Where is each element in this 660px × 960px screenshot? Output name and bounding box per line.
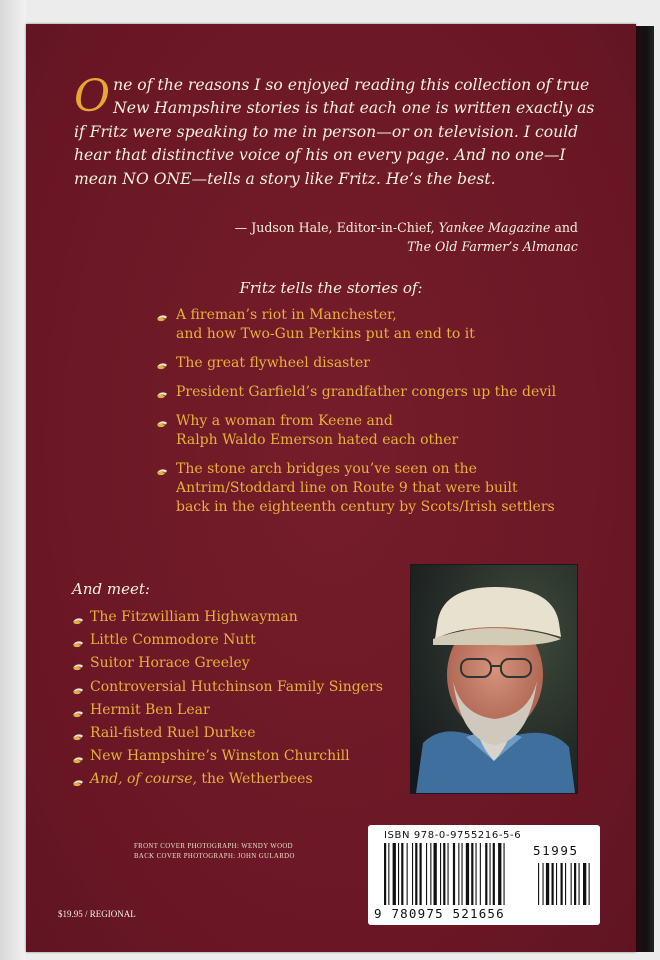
character-name: Suitor Horace Greeley bbox=[90, 655, 250, 672]
story-line: A fireman’s riot in Manchester, bbox=[176, 307, 397, 323]
attribution-suffix: and bbox=[550, 220, 578, 235]
barcode-label bbox=[368, 825, 600, 925]
ean-number: 9 780975 521656 bbox=[374, 906, 505, 921]
story-line: Ralph Waldo Emerson hated each other bbox=[176, 432, 459, 448]
price-barcode-bar bbox=[574, 863, 576, 905]
meet-heading: And meet: bbox=[72, 580, 150, 598]
book-edge bbox=[634, 26, 654, 952]
magazine-name: Yankee Magazine bbox=[438, 220, 551, 235]
character-name: Rail-fisted Ruel Durkee bbox=[90, 724, 256, 741]
character-item bbox=[72, 701, 412, 724]
barcode-bar bbox=[493, 843, 495, 905]
isbn-number: ISBN 978-0-9755216-5-6 bbox=[384, 830, 522, 841]
character-item bbox=[72, 608, 412, 631]
barcode-bar bbox=[393, 843, 396, 905]
and-of-course: And, of course, bbox=[90, 771, 197, 788]
story-line: The stone arch bridges you’ve seen on the bbox=[176, 461, 477, 477]
story-line: and how Two-Gun Perkins put an end to it bbox=[176, 326, 475, 342]
barcode-bar bbox=[412, 843, 413, 905]
book-spine-shadow bbox=[0, 0, 26, 960]
story-line: back in the eighteenth century by Scots/Irish settlers bbox=[176, 499, 555, 515]
attribution-prefix: — Judson Hale, Editor-in-Chief, bbox=[234, 220, 439, 235]
barcode-bar bbox=[466, 843, 469, 905]
price-barcode-bar bbox=[565, 863, 566, 905]
story-line: President Garfield’s grandfather congers up the devil bbox=[176, 384, 557, 400]
barcode-bar bbox=[415, 843, 417, 905]
barcode-bar bbox=[504, 843, 505, 905]
story-item bbox=[156, 383, 596, 402]
bullet-arrow-icon bbox=[156, 416, 168, 426]
barcode-bar bbox=[440, 843, 441, 905]
character-name: Hermit Ben Lear bbox=[90, 701, 210, 718]
character-name: Controversial Hutchinson Family Singers bbox=[90, 678, 383, 695]
price-barcode-bar bbox=[556, 863, 557, 905]
barcode-bar bbox=[448, 843, 449, 905]
price-category: $19.95 / REGIONAL bbox=[58, 909, 136, 919]
bullet-arrow-icon bbox=[156, 387, 168, 397]
back-cover bbox=[26, 24, 636, 952]
character-name: New Hampshire’s Winston Churchill bbox=[90, 748, 350, 765]
price-barcode-bar bbox=[538, 863, 539, 905]
barcode-bar bbox=[384, 843, 386, 905]
barcode-bar bbox=[480, 843, 481, 905]
bullet-arrow-icon bbox=[72, 636, 84, 646]
story-line: Why a woman from Keene and bbox=[176, 413, 393, 429]
story-item bbox=[156, 460, 596, 517]
price-code: 51995 bbox=[533, 843, 579, 858]
character-name: The Fitzwilliam Highwayman bbox=[90, 609, 298, 625]
barcode-bar bbox=[430, 843, 431, 905]
character-item-last bbox=[72, 770, 412, 793]
barcode-bar bbox=[471, 843, 473, 905]
story-item bbox=[156, 354, 596, 373]
story-line: Antrim/Stoddard line on Route 9 that were built bbox=[176, 480, 518, 496]
character-item bbox=[72, 747, 412, 770]
barcode-bar bbox=[490, 843, 491, 905]
back-cover-credit: BACK COVER PHOTOGRAPH: JOHN GULARDO bbox=[134, 853, 295, 860]
barcode-bar bbox=[498, 843, 501, 905]
wetherbees: the Wetherbees bbox=[196, 771, 313, 788]
barcode-bar bbox=[443, 843, 445, 905]
bullet-arrow-icon bbox=[72, 613, 84, 623]
barcode-bar bbox=[458, 843, 459, 905]
author-photo bbox=[410, 564, 578, 794]
character-item bbox=[72, 678, 412, 701]
barcode-bar bbox=[485, 843, 487, 905]
bullet-arrow-icon bbox=[72, 706, 84, 716]
barcode-bar bbox=[462, 843, 463, 905]
barcode-bar bbox=[420, 843, 422, 905]
character-item bbox=[72, 724, 412, 747]
price-barcode-bar bbox=[552, 863, 554, 905]
price-barcode-bar bbox=[543, 863, 544, 905]
character-name: Little Commodore Nutt bbox=[90, 632, 256, 649]
story-line: The great flywheel disaster bbox=[176, 355, 370, 371]
endorsement-quote bbox=[74, 71, 604, 191]
bullet-arrow-icon bbox=[72, 775, 84, 785]
bullet-arrow-icon bbox=[156, 310, 168, 320]
price-barcode-bar bbox=[571, 863, 572, 905]
barcode-bar bbox=[401, 843, 403, 905]
barcode-bar bbox=[388, 843, 389, 905]
bullet-arrow-icon bbox=[72, 659, 84, 669]
photo-credits bbox=[134, 842, 295, 862]
character-item bbox=[72, 654, 412, 677]
price-barcode-bar bbox=[589, 863, 590, 905]
almanac-name: The Old Farmer’s Almanac bbox=[407, 239, 578, 254]
bullet-arrow-icon bbox=[72, 752, 84, 762]
quote-attribution bbox=[235, 218, 578, 256]
story-item bbox=[156, 306, 596, 344]
bullet-arrow-icon bbox=[72, 729, 84, 739]
meet-list bbox=[72, 608, 412, 794]
price-barcode-bar bbox=[561, 863, 563, 905]
quote-text: ne of the reasons I so enjoyed reading this collection of true New Hampshire stories is that each one is written exactly as if Fritz were speaking to me in person—or on television. I could hear that distinctive voice of his on every page. And no one—I mean NO ONE—tells a story like Fritz. He’s the best. bbox=[74, 76, 595, 188]
barcode-bar bbox=[398, 843, 399, 905]
barcode-bar bbox=[407, 843, 408, 905]
barcode-bar bbox=[476, 843, 477, 905]
bullet-arrow-icon bbox=[72, 683, 84, 693]
barcode-bar bbox=[453, 843, 455, 905]
price-barcode-bar bbox=[583, 863, 586, 905]
character-item bbox=[72, 631, 412, 654]
drop-cap: O bbox=[74, 71, 111, 122]
price-barcode-bar bbox=[579, 863, 580, 905]
bullet-arrow-icon bbox=[156, 358, 168, 368]
barcode-bar bbox=[426, 843, 427, 905]
stories-list bbox=[156, 306, 596, 527]
stories-heading: Fritz tells the stories of: bbox=[239, 279, 423, 297]
front-cover-credit: FRONT COVER PHOTOGRAPH: WENDY WOOD bbox=[134, 843, 293, 850]
barcode-bar bbox=[434, 843, 437, 905]
price-barcode-bar bbox=[546, 863, 549, 905]
bullet-arrow-icon bbox=[156, 464, 168, 474]
story-item bbox=[156, 412, 596, 450]
author-portrait-image bbox=[411, 565, 577, 793]
